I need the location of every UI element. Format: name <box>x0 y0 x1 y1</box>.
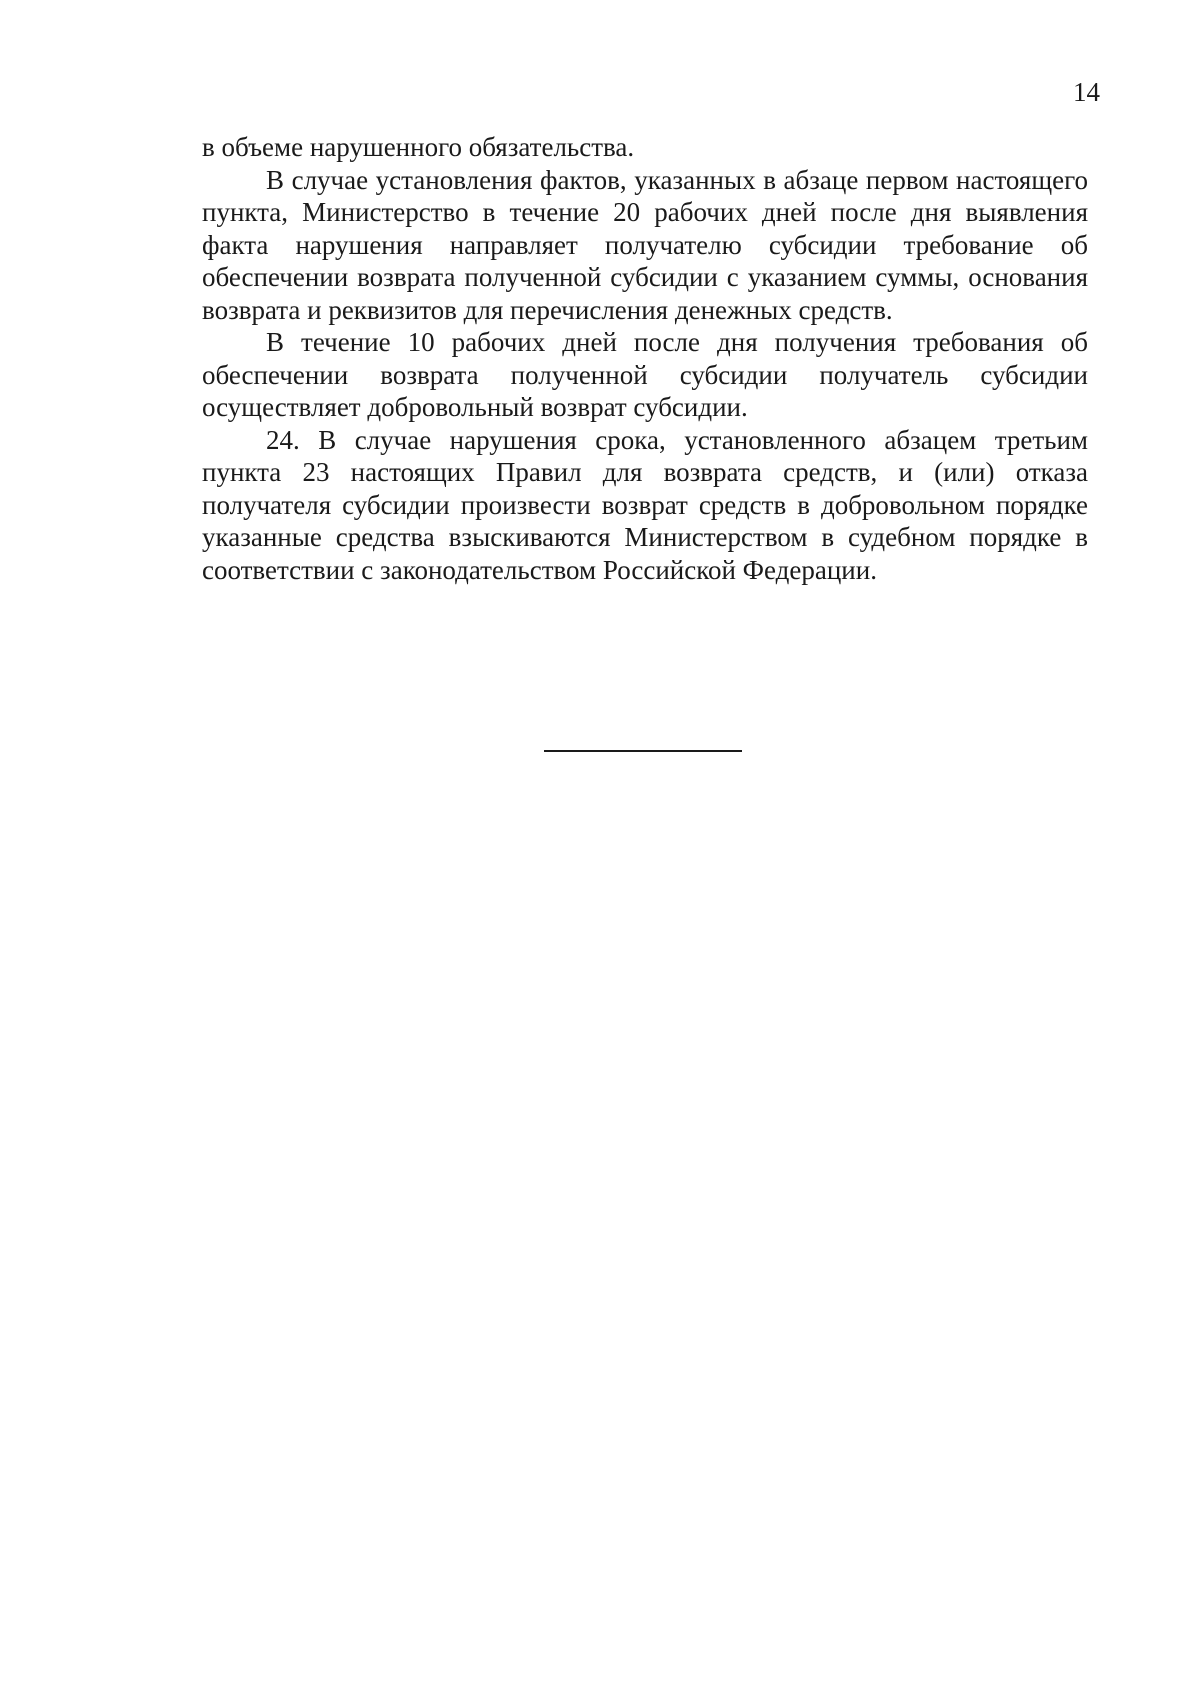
paragraph-voluntary-return: В течение 10 рабочих дней после дня получения требования об обеспечении возврата полученной субсидии получатель субсидии осуществляет добровольный возврат субсидии. <box>202 327 1088 422</box>
paragraph-violation-notice: В случае установления фактов, указанных в абзаце первом настоящего пункта, Министерство в течение 20 рабочих дней после дня выявления факта нарушения направляет получателю субсидии требование об обеспечении возврата полученной субсидии с указанием суммы, основания возврата и реквизитов для перечисления денежных средств. <box>202 164 1088 325</box>
page-number: 14 <box>1073 77 1100 107</box>
document-end-line <box>544 750 742 752</box>
document-body <box>202 131 1088 586</box>
paragraph-item-24: 24. В случае нарушения срока, установленного абзацем третьим пункта 23 настоящих Правил для возврата средств, и (или) отказа получателя субсидии произвести возврат средств в добровольном порядке указанные средства взыскиваются Министерством в судебном порядке в соответствии с законодательством Российской Федерации. <box>202 424 1088 585</box>
paragraph-continuation: в объеме нарушенного обязательства. <box>202 132 635 162</box>
